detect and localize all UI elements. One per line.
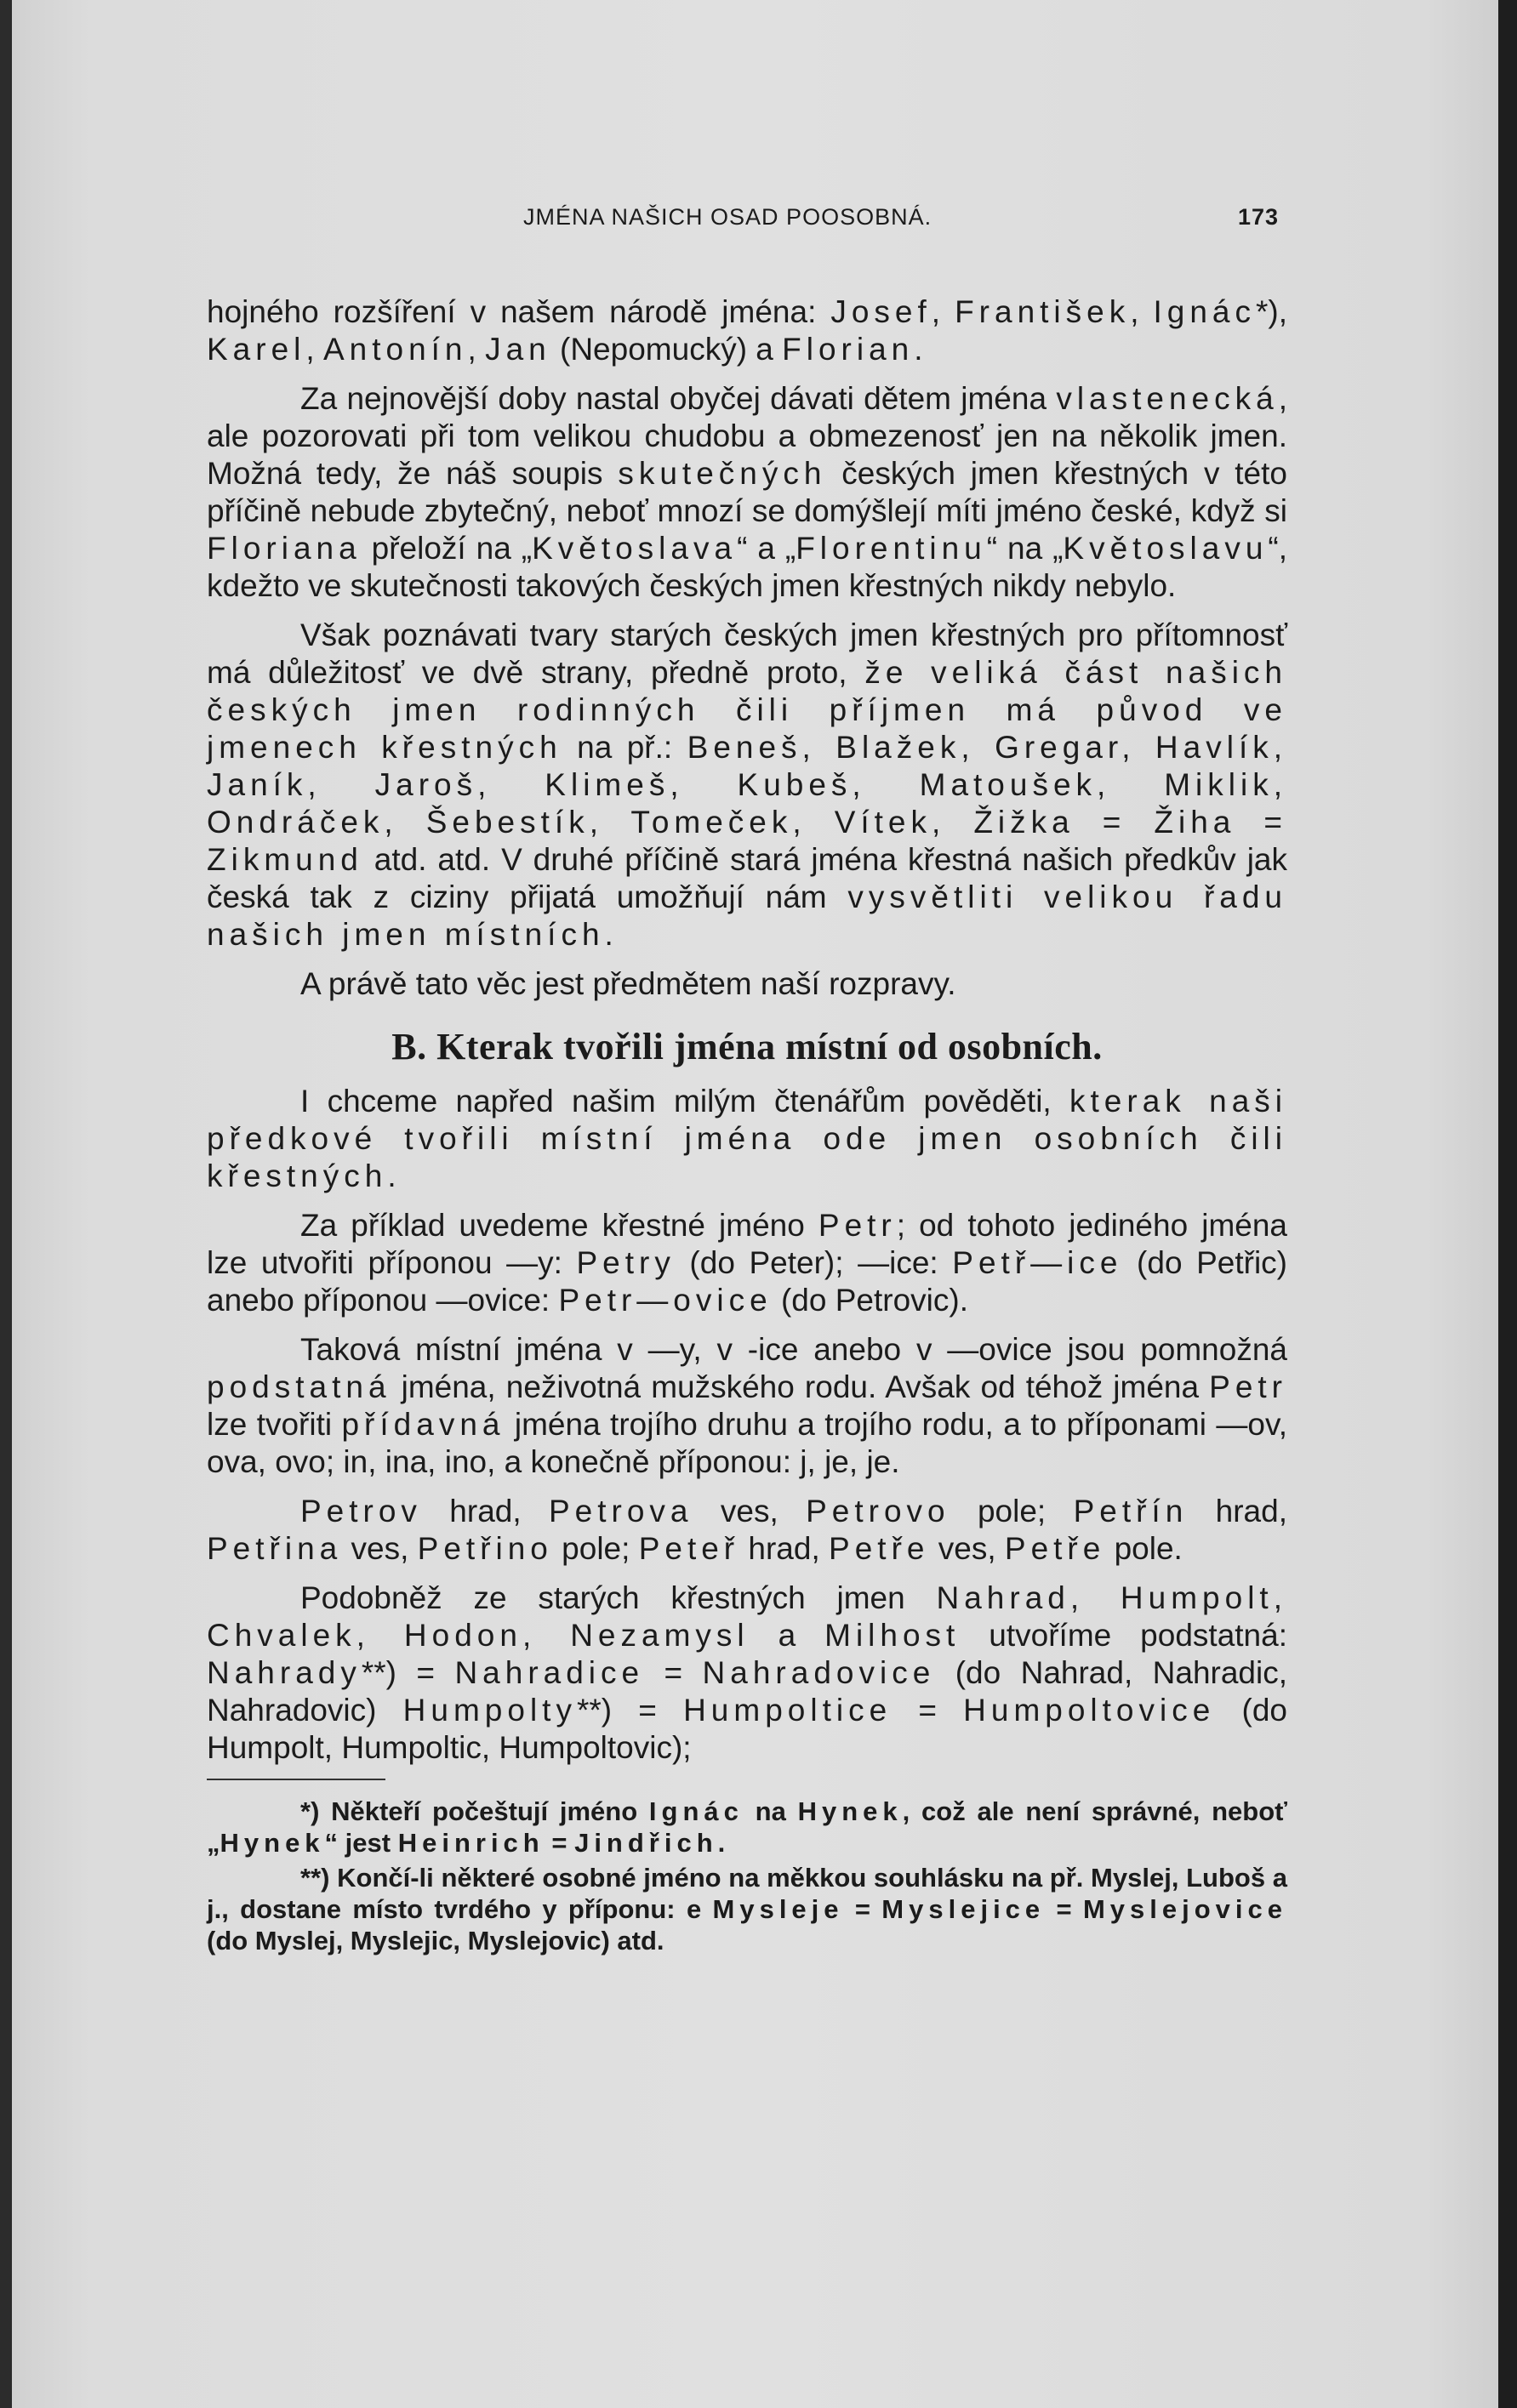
running-header <box>523 204 1279 231</box>
page-number: 173 <box>1237 204 1279 230</box>
footnote-2: **) Končí-li některé osobné jméno na měkkou souhlásku na př. Myslej, Luboš a j., dostane místo tvrdého y příponu: e Mysleje = Myslejice = Myslejovice (do Myslej, Myslejic, Myslejovic) atd. <box>207 1863 1287 1955</box>
paragraph-6: Za příklad uvedeme křestné jméno Petr; od tohoto jediného jména lze utvořiti příponou —y: Petry (do Peter); —ice: Petř—ice (do Petřic) anebo příponou —ovice: Petr—ovice (do Petrovic). <box>207 1208 1288 1318</box>
paragraph-3: Však poznávati tvary starých českých jmen křestných pro přítomnosť má důležitosť ve dvě strany, předně proto, že veliká část našich českých jmen rodinných čili příjmen má původ ve jmenech křestných na př.: Beneš, Blažek, Gregar, Havlík, Janík, Jaroš, Klimeš, Kubeš, Matoušek, Miklik, Ondráček, Šebestík, Tomeček, Vítek, Žižka = Žiha = Zikmund atd. atd. V druhé příčině stará jména křestná našich předkův jak česká tak z ciziny přijatá umožňují nám vysvětliti velikou řadu našich jmen místních. <box>207 618 1288 952</box>
paragraph-4: A právě tato věc jest předmětem naší rozpravy. <box>300 966 956 1001</box>
paragraph-9: Podobněž ze starých křestných jmen Nahrad, Humpolt, Chvalek, Hodon, Nezamysl a Milhost utvoříme podstatná: Nahrady**) = Nahradice = Nahradovice (do Nahrad, Nahradic, Nahradovic) Humpolty**) = Humpoltice = Humpoltovice (do Humpolt, Humpoltic, Humpoltovic); <box>207 1580 1287 1765</box>
header-title: JMÉNA NAŠICH OSAD POOSOBNÁ. <box>523 204 932 230</box>
left-page-edge <box>0 0 12 2408</box>
paragraph-7: Taková místní jména v —y, v -ice anebo v —ovice jsou pomnožná podstatná jména, neživotná mužského rodu. Avšak od téhož jména Petr lze tvořiti přídavná jména trojího druhu a trojího rodu, a to příponami —ov, ova, ovo; in, ina, ino, a konečně příponou: j, je, je. <box>207 1332 1287 1479</box>
footnote-1: *) Někteří počeštují jméno Ignác na Hynek, což ale není správné, neboť „Hynek“ jest Heinrich = Jindřich. <box>207 1796 1287 1858</box>
body-text <box>207 293 1287 1960</box>
paragraph-5: I chceme napřed našim milým čtenářům pověděti, kterak naši předkové tvořili místní jména ode jmen osobních čili křestných. <box>207 1084 1287 1193</box>
paragraph-8: Petrov hrad, Petrova ves, Petrovo pole; Petřín hrad, Petřina ves, Petřino pole; Peteř hrad, Petře ves, Petře pole. <box>207 1494 1287 1566</box>
section-heading: B. Kterak tvořili jména místní od osobních. <box>391 1026 1103 1067</box>
footnote-divider <box>207 1779 385 1780</box>
paragraph-1: hojného rozšíření v našem národě jména: Josef, František, Ignác*), Karel, Antonín, Jan (Nepomucký) a Florian. <box>207 294 1287 367</box>
paragraph-2: Za nejnovější doby nastal obyčej dávati dětem jména vlastenecká, ale pozorovati při tom velikou chudobu a obmezenosť jen na několik jmen. Možná tedy, že náš soupis skutečných českých jmen křestných v této příčině nebude zbytečný, neboť mnozí se domýšlejí míti jméno české, když si Floriana přeloží na „Květoslava“ a „Florentinu“ na „Květoslavu“, kdežto ve skutečnosti takových českých jmen křestných nikdy nebylo. <box>207 381 1288 603</box>
footnotes <box>207 1796 1287 1956</box>
right-page-edge <box>1498 0 1517 2408</box>
